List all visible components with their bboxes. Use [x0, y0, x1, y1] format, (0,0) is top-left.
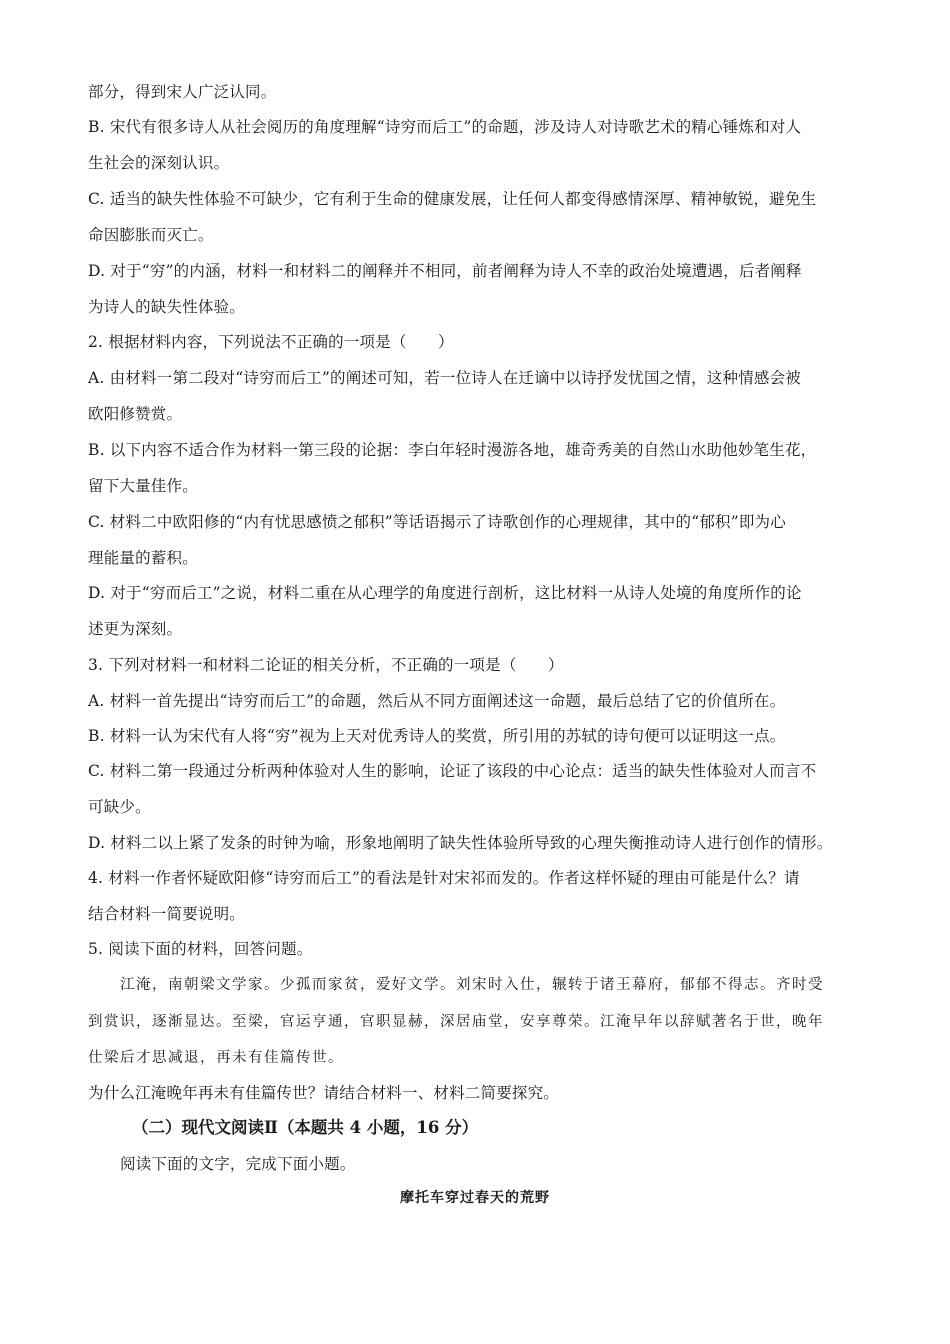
option-c-line: C. 材料二中欧阳修的“内有忧思感愤之郁积”等话语揭示了诗歌创作的心理规律，其中的“郁积”即为心: [88, 513, 786, 531]
option-c-line: C. 适当的缺失性体验不可缺少，它有利于生命的健康发展，让任何人都变得感情深厚、精神敏锐，避免生: [88, 190, 817, 208]
question-2: 2. 根据材料内容，下列说法不正确的一项是（ ）: [88, 333, 454, 351]
passage-line: 仕梁后才思减退，再未有佳篇传世。: [88, 1050, 344, 1066]
passage-line: 江淹，南朝梁文学家。少孤而家贫，爱好文学。刘宋时入仕，辗转于诸王幕府，郁郁不得志。齐时受: [120, 977, 824, 993]
option-d-line: D. 材料二以上紧了发条的时钟为喻，形象地阐明了缺失性体验所导致的心理失衡推动诗人进行创作的情形。: [88, 834, 833, 852]
text-line: 命因膨胀而灭亡。: [88, 226, 214, 244]
option-d-line: D. 对于“穷”的内涵，材料一和材料二的阐释并不相同，前者阐释为诗人不幸的政治处境遭遇，后者阐释: [88, 262, 802, 280]
text-line: 生社会的深刻认识。: [88, 154, 230, 172]
question-5: 5. 阅读下面的材料，回答问题。: [88, 940, 313, 958]
text-line: 理能量的蓄积。: [88, 549, 198, 567]
question-5-prompt: 为什么江淹晚年再未有佳篇传世？请结合材料一、材料二简要探究。: [88, 1084, 560, 1102]
option-c-line: C. 材料二第一段通过分析两种体验对人生的影响，论证了该段的中心论点：适当的缺失性体验对人而言不: [88, 762, 817, 780]
option-b-line: B. 以下内容不适合作为材料一第三段的论据：李白年轻时漫游各地，雄奇秀美的自然山水助他妙笔生花，: [88, 441, 817, 459]
option-b-line: B. 宋代有很多诗人从社会阅历的角度理解“诗穷而后工”的命题，涉及诗人对诗歌艺术的精心锤炼和对人: [88, 118, 802, 136]
text-line: 可缺少。: [88, 798, 151, 816]
text-line: 欧阳修赞赏。: [88, 405, 183, 423]
text-line: 为诗人的缺失性体验。: [88, 298, 246, 316]
option-b-line: B. 材料一认为宋代有人将“穷”视为上天对优秀诗人的奖赏，所引用的苏轼的诗句便可以证明这一点。: [88, 727, 786, 745]
text-line: 述更为深刻。: [88, 620, 183, 638]
article-title: 摩托车穿过春天的荒野: [400, 1190, 550, 1206]
option-a-line: A. 材料一首先提出“诗穷而后工”的命题，然后从不同方面阐述这一命题，最后总结了它的价值所在。: [88, 692, 786, 710]
question-4: 4. 材料一作者怀疑欧阳修“诗穷而后工”的看法是针对宋祁而发的。作者这样怀疑的理由可能是什么？请: [88, 869, 800, 887]
option-a-line: A. 由材料一第二段对“诗穷而后工”的阐述可知，若一位诗人在迁谪中以诗抒发忧国之情，这种情感会被: [88, 369, 801, 387]
text-line: 结合材料一简要说明。: [88, 905, 246, 923]
question-3: 3. 下列对材料一和材料二论证的相关分析，不正确的一项是（ ）: [88, 656, 564, 674]
text-line: 留下大量佳作。: [88, 477, 198, 495]
passage-line: 到赏识，逐渐显达。至梁，官运亨通，官职显赫，深居庙堂，安享尊荣。江淹早年以辞赋著名于世，晚年: [88, 1014, 824, 1030]
section-heading: （二）现代文阅读Ⅱ（本题共 4 小题，16 分）: [132, 1118, 479, 1137]
reading-instruction: 阅读下面的文字，完成下面小题。: [120, 1155, 356, 1173]
text-line: 部分，得到宋人广泛认同。: [88, 83, 277, 101]
option-d-line: D. 对于“穷而后工”之说，材料二重在从心理学的角度进行剖析，这比材料一从诗人处境的角度所作的论: [88, 584, 802, 602]
